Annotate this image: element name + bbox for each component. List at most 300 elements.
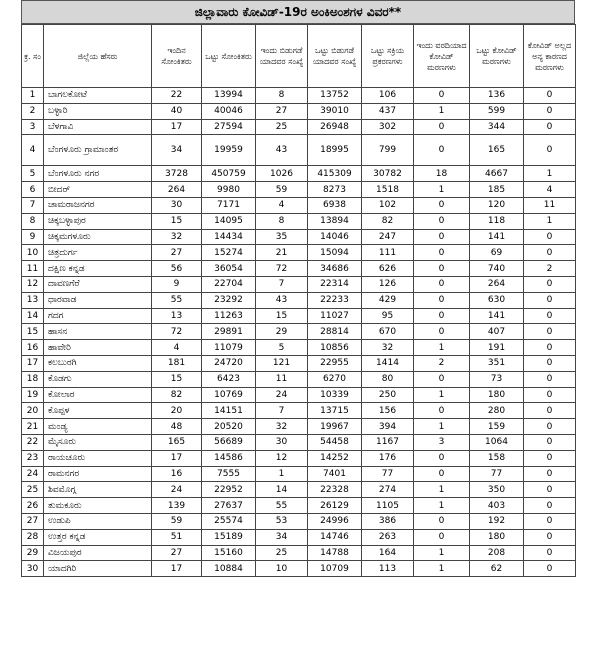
cell-total-infected: 11263 (202, 308, 256, 324)
table-row (22, 213, 576, 229)
cell-today-discharged: 11 (256, 371, 308, 387)
cell-today-deaths: 0 (414, 308, 470, 324)
cell-total-deaths: 630 (470, 292, 524, 308)
cell-active-cases: 394 (362, 419, 414, 435)
cell-today-discharged: 24 (256, 387, 308, 403)
cell-total-deaths: 120 (470, 197, 524, 213)
cell-total-discharged: 13894 (308, 213, 362, 229)
cell-district: ಹಾಸನ (44, 324, 152, 340)
cell-today-discharged: 72 (256, 261, 308, 277)
cell-non-covid-deaths: 0 (524, 103, 576, 119)
cell-serial: 18 (22, 371, 44, 387)
cell-non-covid-deaths: 0 (524, 229, 576, 245)
cell-total-infected: 7171 (202, 197, 256, 213)
cell-district: ಉಡುಪಿ (44, 513, 152, 529)
cell-today-discharged: 55 (256, 498, 308, 514)
cell-today-infected: 139 (152, 498, 202, 514)
cell-total-deaths: 740 (470, 261, 524, 277)
cell-district: ಬೀದರ್ (44, 182, 152, 198)
cell-total-discharged: 28814 (308, 324, 362, 340)
cell-non-covid-deaths: 0 (524, 276, 576, 292)
cell-today-infected: 56 (152, 261, 202, 277)
cell-today-discharged: 1 (256, 466, 308, 482)
table-body (22, 88, 576, 577)
cell-today-infected: 15 (152, 371, 202, 387)
cell-total-deaths: 180 (470, 529, 524, 545)
cell-serial: 28 (22, 529, 44, 545)
cell-non-covid-deaths: 0 (524, 355, 576, 371)
cell-today-discharged: 34 (256, 529, 308, 545)
cell-today-deaths: 0 (414, 88, 470, 104)
cell-non-covid-deaths: 0 (524, 403, 576, 419)
cell-active-cases: 386 (362, 513, 414, 529)
cell-non-covid-deaths: 0 (524, 434, 576, 450)
cell-today-deaths: 0 (414, 466, 470, 482)
cell-non-covid-deaths: 0 (524, 482, 576, 498)
cell-total-infected: 23292 (202, 292, 256, 308)
cell-total-discharged: 26129 (308, 498, 362, 514)
cell-serial: 2 (22, 103, 44, 119)
table-row (22, 229, 576, 245)
cell-today-infected: 48 (152, 419, 202, 435)
cell-serial: 19 (22, 387, 44, 403)
cell-total-deaths: 165 (470, 135, 524, 166)
cell-total-infected: 19959 (202, 135, 256, 166)
table-row (22, 103, 576, 119)
cell-today-infected: 13 (152, 308, 202, 324)
header-active-cases: ಒಟ್ಟು ಸಕ್ರಿಯ ಪ್ರಕರಣಗಳು (362, 25, 414, 88)
cell-today-deaths: 0 (414, 371, 470, 387)
table-row (22, 135, 576, 166)
cell-total-infected: 15189 (202, 529, 256, 545)
cell-today-deaths: 0 (414, 450, 470, 466)
cell-serial: 15 (22, 324, 44, 340)
table-row (22, 292, 576, 308)
cell-total-discharged: 22314 (308, 276, 362, 292)
cell-active-cases: 1414 (362, 355, 414, 371)
cell-today-discharged: 21 (256, 245, 308, 261)
cell-total-discharged: 10709 (308, 561, 362, 577)
cell-serial: 24 (22, 466, 44, 482)
cell-total-infected: 13994 (202, 88, 256, 104)
header-today-infected: ಇಂದಿನ ಸೋಂಕಿತರು (152, 25, 202, 88)
cell-today-deaths: 0 (414, 529, 470, 545)
table-row (22, 276, 576, 292)
cell-active-cases: 113 (362, 561, 414, 577)
cell-serial: 7 (22, 197, 44, 213)
cell-non-covid-deaths: 0 (524, 419, 576, 435)
cell-active-cases: 95 (362, 308, 414, 324)
cell-total-infected: 36054 (202, 261, 256, 277)
cell-district: ಹಾವೇರಿ (44, 340, 152, 356)
table-row (22, 513, 576, 529)
cell-total-deaths: 118 (470, 213, 524, 229)
cell-today-discharged: 15 (256, 308, 308, 324)
table-row (22, 450, 576, 466)
cell-today-discharged: 27 (256, 103, 308, 119)
cell-today-infected: 181 (152, 355, 202, 371)
cell-district: ಕಲಬುರಗಿ (44, 355, 152, 371)
cell-active-cases: 111 (362, 245, 414, 261)
cell-total-deaths: 351 (470, 355, 524, 371)
cell-serial: 30 (22, 561, 44, 577)
cell-total-deaths: 141 (470, 229, 524, 245)
cell-today-infected: 17 (152, 561, 202, 577)
cell-serial: 17 (22, 355, 44, 371)
table-row (22, 245, 576, 261)
cell-total-infected: 9980 (202, 182, 256, 198)
cell-today-deaths: 1 (414, 545, 470, 561)
cell-today-deaths: 0 (414, 229, 470, 245)
cell-district: ಚಿತ್ರದುರ್ಗ (44, 245, 152, 261)
cell-total-infected: 24720 (202, 355, 256, 371)
cell-district: ರಾಮನಗರ (44, 466, 152, 482)
cell-active-cases: 670 (362, 324, 414, 340)
table-row (22, 498, 576, 514)
table-row (22, 340, 576, 356)
cell-total-discharged: 10339 (308, 387, 362, 403)
cell-total-deaths: 77 (470, 466, 524, 482)
cell-active-cases: 126 (362, 276, 414, 292)
table-row (22, 324, 576, 340)
cell-today-infected: 34 (152, 135, 202, 166)
cell-total-discharged: 7401 (308, 466, 362, 482)
cell-today-discharged: 32 (256, 419, 308, 435)
cell-active-cases: 626 (362, 261, 414, 277)
cell-today-infected: 82 (152, 387, 202, 403)
cell-today-infected: 20 (152, 403, 202, 419)
cell-serial: 22 (22, 434, 44, 450)
cell-non-covid-deaths: 4 (524, 182, 576, 198)
cell-district: ಮಂಡ್ಯ (44, 419, 152, 435)
cell-district: ಕೋಲಾರ (44, 387, 152, 403)
table-row (22, 182, 576, 198)
cell-active-cases: 799 (362, 135, 414, 166)
table-row (22, 482, 576, 498)
cell-today-discharged: 5 (256, 340, 308, 356)
district-stats-table (21, 24, 576, 577)
table-row (22, 529, 576, 545)
cell-active-cases: 102 (362, 197, 414, 213)
table-header-row (22, 25, 576, 88)
cell-total-deaths: 599 (470, 103, 524, 119)
cell-total-discharged: 22328 (308, 482, 362, 498)
cell-total-infected: 10769 (202, 387, 256, 403)
table-row (22, 308, 576, 324)
cell-today-deaths: 0 (414, 213, 470, 229)
cell-total-discharged: 14046 (308, 229, 362, 245)
cell-district: ದಕ್ಷಿಣ ಕನ್ನಡ (44, 261, 152, 277)
cell-total-discharged: 19967 (308, 419, 362, 435)
cell-total-deaths: 344 (470, 119, 524, 135)
cell-today-deaths: 0 (414, 513, 470, 529)
cell-total-discharged: 14252 (308, 450, 362, 466)
cell-total-infected: 29891 (202, 324, 256, 340)
cell-serial: 12 (22, 276, 44, 292)
cell-total-infected: 40046 (202, 103, 256, 119)
cell-non-covid-deaths: 0 (524, 340, 576, 356)
cell-today-infected: 264 (152, 182, 202, 198)
cell-total-deaths: 73 (470, 371, 524, 387)
cell-district: ಬಳ್ಳಾರಿ (44, 103, 152, 119)
cell-non-covid-deaths: 0 (524, 545, 576, 561)
header-total-deaths: ಒಟ್ಟು ಕೋವಿಡ್ ಮರಣಗಳು (470, 25, 524, 88)
cell-serial: 9 (22, 229, 44, 245)
cell-active-cases: 250 (362, 387, 414, 403)
cell-today-deaths: 0 (414, 292, 470, 308)
table-row (22, 466, 576, 482)
cell-today-infected: 30 (152, 197, 202, 213)
cell-total-discharged: 6270 (308, 371, 362, 387)
cell-non-covid-deaths: 1 (524, 213, 576, 229)
cell-serial: 10 (22, 245, 44, 261)
cell-active-cases: 77 (362, 466, 414, 482)
cell-non-covid-deaths: 0 (524, 498, 576, 514)
cell-total-discharged: 26948 (308, 119, 362, 135)
cell-serial: 1 (22, 88, 44, 104)
cell-today-infected: 9 (152, 276, 202, 292)
cell-total-discharged: 8273 (308, 182, 362, 198)
cell-total-deaths: 159 (470, 419, 524, 435)
cell-total-deaths: 141 (470, 308, 524, 324)
cell-today-deaths: 3 (414, 434, 470, 450)
cell-total-discharged: 14788 (308, 545, 362, 561)
cell-active-cases: 32 (362, 340, 414, 356)
cell-total-deaths: 191 (470, 340, 524, 356)
cell-today-infected: 27 (152, 245, 202, 261)
table-row (22, 119, 576, 135)
table-row (22, 355, 576, 371)
cell-total-discharged: 10856 (308, 340, 362, 356)
table-row (22, 261, 576, 277)
cell-non-covid-deaths: 11 (524, 197, 576, 213)
cell-non-covid-deaths: 0 (524, 308, 576, 324)
cell-today-infected: 24 (152, 482, 202, 498)
cell-today-deaths: 0 (414, 403, 470, 419)
cell-district: ಬಾಗಲಕೋಟೆ (44, 88, 152, 104)
cell-active-cases: 82 (362, 213, 414, 229)
cell-total-discharged: 22955 (308, 355, 362, 371)
table-row (22, 561, 576, 577)
cell-non-covid-deaths: 0 (524, 135, 576, 166)
cell-total-infected: 22952 (202, 482, 256, 498)
cell-total-deaths: 403 (470, 498, 524, 514)
cell-active-cases: 437 (362, 103, 414, 119)
cell-today-deaths: 0 (414, 324, 470, 340)
cell-today-discharged: 10 (256, 561, 308, 577)
cell-total-infected: 7555 (202, 466, 256, 482)
cell-today-deaths: 1 (414, 561, 470, 577)
cell-total-infected: 11079 (202, 340, 256, 356)
cell-total-discharged: 54458 (308, 434, 362, 450)
cell-serial: 29 (22, 545, 44, 561)
cell-non-covid-deaths: 0 (524, 561, 576, 577)
cell-active-cases: 1167 (362, 434, 414, 450)
header-today-discharged: ಇಂದು ಬಿಡುಗಡೆ ಯಾದವರ ಸಂಖ್ಯೆ (256, 25, 308, 88)
cell-serial: 25 (22, 482, 44, 498)
cell-district: ಚಿಕ್ಕಬಳ್ಳಾಪುರ (44, 213, 152, 229)
cell-serial: 16 (22, 340, 44, 356)
cell-total-infected: 6423 (202, 371, 256, 387)
cell-today-deaths: 18 (414, 166, 470, 182)
cell-district: ಚಿಕ್ಕಮಗಳೂರು (44, 229, 152, 245)
cell-active-cases: 80 (362, 371, 414, 387)
cell-active-cases: 263 (362, 529, 414, 545)
cell-total-discharged: 14746 (308, 529, 362, 545)
cell-total-deaths: 136 (470, 88, 524, 104)
cell-today-discharged: 59 (256, 182, 308, 198)
cell-serial: 21 (22, 419, 44, 435)
cell-today-discharged: 8 (256, 213, 308, 229)
cell-today-discharged: 25 (256, 119, 308, 135)
cell-serial: 3 (22, 119, 44, 135)
cell-today-deaths: 1 (414, 340, 470, 356)
header-total-discharged: ಒಟ್ಟು ಬಿಡುಗಡೆ ಯಾದವರ ಸಂಖ್ಯೆ (308, 25, 362, 88)
cell-today-deaths: 1 (414, 482, 470, 498)
cell-today-discharged: 7 (256, 403, 308, 419)
cell-today-deaths: 1 (414, 182, 470, 198)
cell-today-infected: 16 (152, 466, 202, 482)
cell-total-deaths: 350 (470, 482, 524, 498)
table-row (22, 166, 576, 182)
cell-today-infected: 51 (152, 529, 202, 545)
cell-total-deaths: 180 (470, 387, 524, 403)
cell-total-discharged: 39010 (308, 103, 362, 119)
cell-non-covid-deaths: 0 (524, 387, 576, 403)
header-today-deaths: ಇಂದು ವರದಿಯಾದ ಕೋವಿಡ್ ಮರಣಗಳು (414, 25, 470, 88)
cell-total-infected: 56689 (202, 434, 256, 450)
cell-active-cases: 1105 (362, 498, 414, 514)
cell-active-cases: 106 (362, 88, 414, 104)
cell-serial: 5 (22, 166, 44, 182)
cell-today-deaths: 0 (414, 261, 470, 277)
cell-non-covid-deaths: 1 (524, 166, 576, 182)
cell-today-deaths: 0 (414, 245, 470, 261)
cell-today-discharged: 35 (256, 229, 308, 245)
cell-today-deaths: 1 (414, 103, 470, 119)
cell-total-infected: 20520 (202, 419, 256, 435)
cell-total-deaths: 280 (470, 403, 524, 419)
cell-non-covid-deaths: 0 (524, 466, 576, 482)
cell-district: ದಾವಣಗೆರೆ (44, 276, 152, 292)
cell-today-discharged: 53 (256, 513, 308, 529)
cell-total-discharged: 24996 (308, 513, 362, 529)
cell-district: ವಿಜಯಪುರ (44, 545, 152, 561)
cell-today-deaths: 1 (414, 419, 470, 435)
cell-serial: 23 (22, 450, 44, 466)
cell-total-discharged: 13715 (308, 403, 362, 419)
cell-serial: 14 (22, 308, 44, 324)
cell-today-infected: 4 (152, 340, 202, 356)
cell-active-cases: 156 (362, 403, 414, 419)
cell-serial: 6 (22, 182, 44, 198)
cell-total-discharged: 13752 (308, 88, 362, 104)
cell-active-cases: 30782 (362, 166, 414, 182)
cell-total-infected: 15274 (202, 245, 256, 261)
cell-active-cases: 1518 (362, 182, 414, 198)
cell-district: ಬೆಳಗಾವಿ (44, 119, 152, 135)
table-row (22, 371, 576, 387)
cell-district: ತುಮಕೂರು (44, 498, 152, 514)
cell-total-deaths: 158 (470, 450, 524, 466)
cell-active-cases: 247 (362, 229, 414, 245)
cell-total-infected: 22704 (202, 276, 256, 292)
cell-today-discharged: 121 (256, 355, 308, 371)
cell-today-discharged: 14 (256, 482, 308, 498)
cell-total-infected: 15160 (202, 545, 256, 561)
cell-total-discharged: 22233 (308, 292, 362, 308)
cell-total-deaths: 185 (470, 182, 524, 198)
cell-today-discharged: 25 (256, 545, 308, 561)
cell-today-discharged: 30 (256, 434, 308, 450)
cell-district: ಚಾಮರಾಜನಗರ (44, 197, 152, 213)
cell-total-discharged: 6938 (308, 197, 362, 213)
cell-total-infected: 14151 (202, 403, 256, 419)
cell-district: ಕೊಡಗು (44, 371, 152, 387)
cell-total-infected: 14095 (202, 213, 256, 229)
cell-total-deaths: 192 (470, 513, 524, 529)
cell-today-discharged: 29 (256, 324, 308, 340)
cell-today-discharged: 12 (256, 450, 308, 466)
cell-today-infected: 40 (152, 103, 202, 119)
cell-total-discharged: 34686 (308, 261, 362, 277)
cell-today-infected: 72 (152, 324, 202, 340)
cell-non-covid-deaths: 0 (524, 513, 576, 529)
table-row (22, 197, 576, 213)
cell-total-infected: 27594 (202, 119, 256, 135)
cell-total-deaths: 208 (470, 545, 524, 561)
cell-serial: 20 (22, 403, 44, 419)
cell-district: ಬೆಂಗಳೂರು ನಗರ (44, 166, 152, 182)
header-district: ಜಿಲ್ಲೆಯ ಹೆಸರು (44, 25, 152, 88)
cell-district: ರಾಯಚೂರು (44, 450, 152, 466)
cell-today-infected: 15 (152, 213, 202, 229)
cell-district: ಗದಗ (44, 308, 152, 324)
cell-total-infected: 14586 (202, 450, 256, 466)
cell-district: ಧಾರವಾಡ (44, 292, 152, 308)
report-title: ಜಿಲ್ಲಾವಾರು ಕೋವಿಡ್-19ರ ಅಂಕಿಅಂಶಗಳ ವಿವರ** (21, 0, 575, 24)
cell-today-discharged: 8 (256, 88, 308, 104)
cell-today-deaths: 1 (414, 387, 470, 403)
cell-total-discharged: 15094 (308, 245, 362, 261)
cell-today-deaths: 0 (414, 135, 470, 166)
cell-today-deaths: 0 (414, 197, 470, 213)
cell-non-covid-deaths: 0 (524, 371, 576, 387)
cell-serial: 4 (22, 135, 44, 166)
cell-total-deaths: 4667 (470, 166, 524, 182)
cell-today-deaths: 0 (414, 276, 470, 292)
cell-total-infected: 450759 (202, 166, 256, 182)
cell-today-discharged: 4 (256, 197, 308, 213)
header-serial: ಕ್ರ. ಸಂ (22, 25, 44, 88)
cell-non-covid-deaths: 0 (524, 450, 576, 466)
cell-today-deaths: 1 (414, 498, 470, 514)
cell-today-infected: 27 (152, 545, 202, 561)
cell-today-infected: 17 (152, 450, 202, 466)
cell-total-infected: 14434 (202, 229, 256, 245)
cell-today-infected: 3728 (152, 166, 202, 182)
cell-serial: 26 (22, 498, 44, 514)
cell-total-infected: 25574 (202, 513, 256, 529)
cell-today-deaths: 0 (414, 119, 470, 135)
cell-today-discharged: 7 (256, 276, 308, 292)
cell-active-cases: 302 (362, 119, 414, 135)
cell-today-infected: 165 (152, 434, 202, 450)
cell-total-deaths: 69 (470, 245, 524, 261)
table-row (22, 545, 576, 561)
cell-today-deaths: 2 (414, 355, 470, 371)
cell-non-covid-deaths: 0 (524, 324, 576, 340)
